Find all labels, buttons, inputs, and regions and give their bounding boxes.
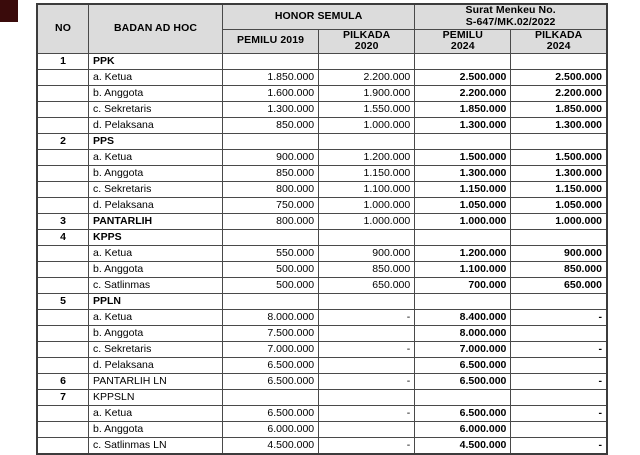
honor-comparison-table xyxy=(36,3,608,455)
cell-badan-ad-hoc: PANTARLIH xyxy=(89,214,223,230)
cell-pilkada-2024: 1.850.000 xyxy=(511,102,607,118)
cell-pemilu-2024: 8.400.000 xyxy=(415,310,511,326)
table-row xyxy=(37,374,607,390)
cell-pemilu-2019: 1.600.000 xyxy=(223,86,319,102)
cell-pilkada-2024 xyxy=(511,422,607,438)
cell-pemilu-2024: 1.300.000 xyxy=(415,118,511,134)
header-row-top xyxy=(37,4,607,29)
cell-pemilu-2024: 700.000 xyxy=(415,278,511,294)
cell-no: 1 xyxy=(37,54,89,70)
cell-pilkada-2024 xyxy=(511,390,607,406)
table-row xyxy=(37,294,607,310)
cell-pilkada-2024 xyxy=(511,326,607,342)
column-header-pemilu-2019: PEMILU 2019 xyxy=(223,29,319,54)
cell-pilkada-2020 xyxy=(319,54,415,70)
table-header xyxy=(37,4,607,54)
cell-pemilu-2024: 1.150.000 xyxy=(415,182,511,198)
cell-pemilu-2019: 800.000 xyxy=(223,182,319,198)
cell-badan-ad-hoc: a. Ketua xyxy=(89,70,223,86)
column-header-no: NO xyxy=(37,4,89,54)
cell-pemilu-2024: 1.100.000 xyxy=(415,262,511,278)
cell-pilkada-2024: 1.300.000 xyxy=(511,118,607,134)
cell-pemilu-2024 xyxy=(415,230,511,246)
cell-badan-ad-hoc: PPS xyxy=(89,134,223,150)
cell-pemilu-2024: 1.850.000 xyxy=(415,102,511,118)
table-row xyxy=(37,86,607,102)
cell-no xyxy=(37,166,89,182)
cell-pemilu-2019 xyxy=(223,54,319,70)
table-row xyxy=(37,326,607,342)
table-row xyxy=(37,198,607,214)
cell-pilkada-2020: 1.000.000 xyxy=(319,198,415,214)
cell-pilkada-2020 xyxy=(319,422,415,438)
table-row xyxy=(37,214,607,230)
cell-pemilu-2019: 7.000.000 xyxy=(223,342,319,358)
cell-pilkada-2024: - xyxy=(511,406,607,422)
cell-pemilu-2019 xyxy=(223,134,319,150)
cell-pilkada-2020: - xyxy=(319,342,415,358)
cell-no xyxy=(37,102,89,118)
cell-badan-ad-hoc: b. Anggota xyxy=(89,166,223,182)
cell-pilkada-2024: - xyxy=(511,374,607,390)
cell-pemilu-2024: 1.200.000 xyxy=(415,246,511,262)
cell-pilkada-2024: 2.500.000 xyxy=(511,70,607,86)
cell-pemilu-2024: 6.500.000 xyxy=(415,358,511,374)
cell-badan-ad-hoc: c. Satlinmas LN xyxy=(89,438,223,455)
cell-pilkada-2020: 1.150.000 xyxy=(319,166,415,182)
cell-pilkada-2020: 850.000 xyxy=(319,262,415,278)
cell-badan-ad-hoc: a. Ketua xyxy=(89,406,223,422)
cell-no xyxy=(37,118,89,134)
cell-no: 5 xyxy=(37,294,89,310)
cell-pemilu-2024 xyxy=(415,134,511,150)
table-row xyxy=(37,70,607,86)
surat-menkeu-line-1: Surat Menkeu No. xyxy=(465,4,556,16)
table-row xyxy=(37,406,607,422)
cell-pilkada-2024: - xyxy=(511,342,607,358)
cell-no: 6 xyxy=(37,374,89,390)
cell-pilkada-2024: - xyxy=(511,310,607,326)
cell-badan-ad-hoc: PPK xyxy=(89,54,223,70)
cell-badan-ad-hoc: PANTARLIH LN xyxy=(89,374,223,390)
cell-badan-ad-hoc: c. Sekretaris xyxy=(89,342,223,358)
cell-pemilu-2019: 6.500.000 xyxy=(223,358,319,374)
table-body xyxy=(37,54,607,455)
cell-pemilu-2019 xyxy=(223,230,319,246)
cell-pilkada-2020: 1.200.000 xyxy=(319,150,415,166)
cell-no xyxy=(37,406,89,422)
cell-pilkada-2024: 900.000 xyxy=(511,246,607,262)
cell-badan-ad-hoc: c. Satlinmas xyxy=(89,278,223,294)
table-row xyxy=(37,278,607,294)
cell-pilkada-2020: - xyxy=(319,438,415,455)
cell-pilkada-2024: 650.000 xyxy=(511,278,607,294)
cell-no xyxy=(37,262,89,278)
cell-badan-ad-hoc: a. Ketua xyxy=(89,310,223,326)
cell-pemilu-2024: 1.050.000 xyxy=(415,198,511,214)
pilkada-2020-line-2: 2020 xyxy=(354,40,379,53)
cell-pemilu-2019 xyxy=(223,390,319,406)
cell-pilkada-2020 xyxy=(319,134,415,150)
table-row xyxy=(37,118,607,134)
cell-pilkada-2024: 1.050.000 xyxy=(511,198,607,214)
cell-pemilu-2019: 800.000 xyxy=(223,214,319,230)
table-row xyxy=(37,390,607,406)
cell-no: 7 xyxy=(37,390,89,406)
cell-badan-ad-hoc: c. Sekretaris xyxy=(89,182,223,198)
surat-menkeu-line-2: S-647/MK.02/2022 xyxy=(465,15,556,28)
cell-pilkada-2020 xyxy=(319,230,415,246)
cell-pilkada-2020: 900.000 xyxy=(319,246,415,262)
cell-pilkada-2024 xyxy=(511,54,607,70)
cell-pemilu-2024 xyxy=(415,390,511,406)
cell-pemilu-2019: 550.000 xyxy=(223,246,319,262)
table-row xyxy=(37,230,607,246)
cell-pilkada-2024 xyxy=(511,294,607,310)
cell-no xyxy=(37,310,89,326)
cell-pilkada-2024: 1.300.000 xyxy=(511,166,607,182)
cell-pemilu-2019: 6.000.000 xyxy=(223,422,319,438)
column-header-honor-semula: HONOR SEMULA xyxy=(223,4,415,29)
cell-pemilu-2019: 500.000 xyxy=(223,278,319,294)
cell-pemilu-2019: 1.300.000 xyxy=(223,102,319,118)
cell-no xyxy=(37,150,89,166)
cell-pilkada-2020: 650.000 xyxy=(319,278,415,294)
cell-badan-ad-hoc: b. Anggota xyxy=(89,326,223,342)
column-header-pilkada-2020 xyxy=(319,29,415,54)
cell-no xyxy=(37,326,89,342)
cell-pilkada-2020 xyxy=(319,390,415,406)
honor-table-container xyxy=(36,3,608,455)
table-row xyxy=(37,262,607,278)
pemilu-2024-line-1: PEMILU xyxy=(442,29,483,41)
cell-pemilu-2024: 8.000.000 xyxy=(415,326,511,342)
cell-pemilu-2019: 850.000 xyxy=(223,118,319,134)
cell-pilkada-2020: 1.100.000 xyxy=(319,182,415,198)
corner-artifact-block xyxy=(0,0,18,22)
cell-badan-ad-hoc: d. Pelaksana xyxy=(89,198,223,214)
cell-pemilu-2019: 1.850.000 xyxy=(223,70,319,86)
pilkada-2024-line-2: 2024 xyxy=(546,40,571,53)
cell-badan-ad-hoc: PPLN xyxy=(89,294,223,310)
cell-pemilu-2019: 900.000 xyxy=(223,150,319,166)
cell-pemilu-2019: 7.500.000 xyxy=(223,326,319,342)
cell-no xyxy=(37,86,89,102)
cell-pemilu-2019: 8.000.000 xyxy=(223,310,319,326)
table-row xyxy=(37,246,607,262)
cell-pemilu-2019: 500.000 xyxy=(223,262,319,278)
cell-pilkada-2020 xyxy=(319,294,415,310)
cell-pemilu-2024 xyxy=(415,54,511,70)
cell-pemilu-2019: 6.500.000 xyxy=(223,374,319,390)
cell-pemilu-2024: 6.000.000 xyxy=(415,422,511,438)
cell-pemilu-2024: 4.500.000 xyxy=(415,438,511,455)
cell-badan-ad-hoc: c. Sekretaris xyxy=(89,102,223,118)
cell-pilkada-2024 xyxy=(511,358,607,374)
table-row xyxy=(37,358,607,374)
cell-pilkada-2024: 850.000 xyxy=(511,262,607,278)
cell-pemilu-2024: 6.500.000 xyxy=(415,374,511,390)
cell-pilkada-2020: - xyxy=(319,374,415,390)
table-row xyxy=(37,342,607,358)
pilkada-2024-line-1: PILKADA xyxy=(535,29,583,41)
cell-pilkada-2020: 1.550.000 xyxy=(319,102,415,118)
cell-no xyxy=(37,358,89,374)
table-row xyxy=(37,310,607,326)
cell-pemilu-2024: 1.300.000 xyxy=(415,166,511,182)
table-row xyxy=(37,166,607,182)
cell-no xyxy=(37,70,89,86)
cell-badan-ad-hoc: KPPS xyxy=(89,230,223,246)
column-header-pilkada-2024 xyxy=(511,29,607,54)
cell-pilkada-2020: - xyxy=(319,310,415,326)
cell-no xyxy=(37,182,89,198)
cell-pemilu-2019: 6.500.000 xyxy=(223,406,319,422)
cell-pilkada-2020 xyxy=(319,326,415,342)
cell-pemilu-2019: 4.500.000 xyxy=(223,438,319,455)
cell-badan-ad-hoc: b. Anggota xyxy=(89,422,223,438)
cell-badan-ad-hoc: KPPSLN xyxy=(89,390,223,406)
column-header-badan-ad-hoc: BADAN AD HOC xyxy=(89,4,223,54)
cell-pemilu-2019: 850.000 xyxy=(223,166,319,182)
cell-pemilu-2024: 2.500.000 xyxy=(415,70,511,86)
cell-pilkada-2020: - xyxy=(319,406,415,422)
cell-badan-ad-hoc: d. Pelaksana xyxy=(89,358,223,374)
table-row xyxy=(37,182,607,198)
cell-pemilu-2024: 1.500.000 xyxy=(415,150,511,166)
pilkada-2020-line-1: PILKADA xyxy=(343,29,391,41)
column-header-surat-menkeu xyxy=(415,4,607,29)
cell-no xyxy=(37,422,89,438)
cell-badan-ad-hoc: a. Ketua xyxy=(89,150,223,166)
table-row xyxy=(37,102,607,118)
cell-pilkada-2024: 2.200.000 xyxy=(511,86,607,102)
cell-badan-ad-hoc: a. Ketua xyxy=(89,246,223,262)
cell-pilkada-2024: - xyxy=(511,438,607,455)
cell-pemilu-2019: 750.000 xyxy=(223,198,319,214)
cell-pilkada-2020: 1.900.000 xyxy=(319,86,415,102)
cell-no: 4 xyxy=(37,230,89,246)
cell-no xyxy=(37,278,89,294)
cell-pemilu-2019 xyxy=(223,294,319,310)
cell-no: 3 xyxy=(37,214,89,230)
cell-no xyxy=(37,342,89,358)
cell-pilkada-2024: 1.150.000 xyxy=(511,182,607,198)
cell-pemilu-2024: 7.000.000 xyxy=(415,342,511,358)
pemilu-2024-line-2: 2024 xyxy=(450,40,475,53)
cell-pilkada-2024: 1.000.000 xyxy=(511,214,607,230)
cell-badan-ad-hoc: d. Pelaksana xyxy=(89,118,223,134)
cell-no xyxy=(37,246,89,262)
cell-pilkada-2020: 2.200.000 xyxy=(319,70,415,86)
cell-pilkada-2024: 1.500.000 xyxy=(511,150,607,166)
cell-pemilu-2024: 1.000.000 xyxy=(415,214,511,230)
cell-pemilu-2024 xyxy=(415,294,511,310)
cell-pilkada-2024 xyxy=(511,134,607,150)
cell-pilkada-2020: 1.000.000 xyxy=(319,214,415,230)
table-row xyxy=(37,134,607,150)
cell-pemilu-2024: 2.200.000 xyxy=(415,86,511,102)
cell-pilkada-2020: 1.000.000 xyxy=(319,118,415,134)
cell-badan-ad-hoc: b. Anggota xyxy=(89,262,223,278)
cell-badan-ad-hoc: b. Anggota xyxy=(89,86,223,102)
table-row xyxy=(37,54,607,70)
column-header-pemilu-2024 xyxy=(415,29,511,54)
table-row xyxy=(37,438,607,455)
table-row xyxy=(37,422,607,438)
cell-pilkada-2024 xyxy=(511,230,607,246)
cell-pemilu-2024: 6.500.000 xyxy=(415,406,511,422)
table-row xyxy=(37,150,607,166)
cell-no: 2 xyxy=(37,134,89,150)
cell-no xyxy=(37,198,89,214)
cell-no xyxy=(37,438,89,455)
cell-pilkada-2020 xyxy=(319,358,415,374)
